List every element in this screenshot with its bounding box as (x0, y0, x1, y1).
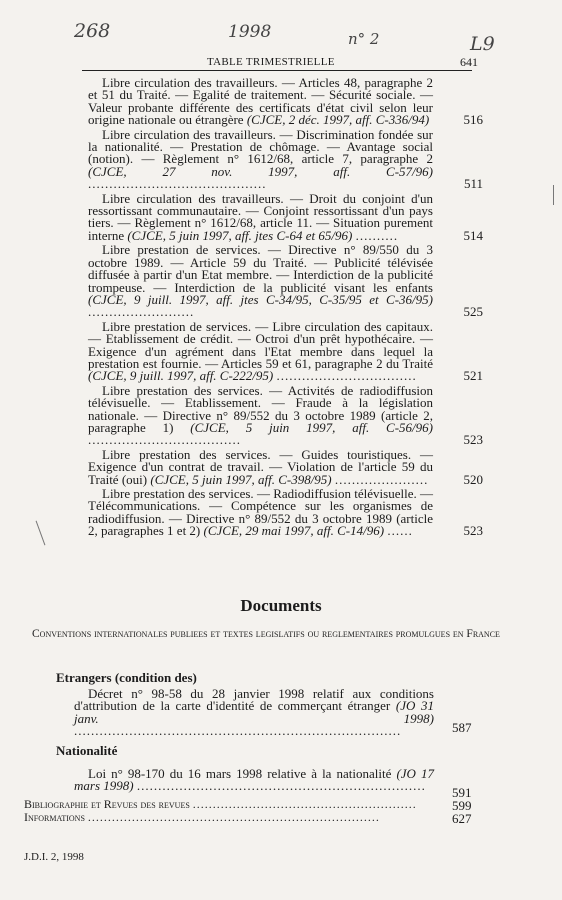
entry-page: 511 (463, 176, 483, 192)
entry-reference: (CJCE, 9 juill. 1997, aff. C-222/95) (88, 368, 274, 384)
entry-reference: (CJCE, 29 mai 1997, aff. C-14/96) (203, 523, 385, 539)
entry-reference: (CJCE, 5 juin 1997, aff. C-56/96) (190, 419, 433, 435)
entry-text: Libre circulation des travailleurs. — Droit du conjoint d'un ressortissant communautaire. — Conjoint ressortissant d'un pays tiers. — Règlement n° 1612/68, article 11. — Situation purement interne (88, 190, 433, 243)
running-head-title: TABLE TRIMESTRIELLE (207, 56, 335, 68)
document-text: Décret n° 98-58 du 28 janvier 1998 relatif aux conditions d'attribution de la carte d'identité de commerçant étranger (74, 686, 434, 714)
running-head (82, 55, 478, 70)
case-entry: Libre prestation des services. — Activités de radiodiffusion télévisuelle. — Etablissement. — Fraude à la législation nationale. — Directive n° 89/552 du 3 octobre 1989 (article 2, paragraphe 1) (CJCE, 5 juin 1997, aff. C-56/96) .................................... 523 (88, 382, 483, 448)
handwritten-note: n° 2 (348, 30, 380, 48)
informations-label: Informations (24, 810, 85, 824)
informations-page: 627 (452, 811, 472, 826)
page-number: 641 (460, 55, 478, 69)
case-entry: Libre prestation de services. — Libre circulation des capitaux. — Etablissement de crédit. — Octroi d'un prêt hypothécaire. — Exigence d'un agrément dans l'Etat membre dans lequel la prestation est fournie. — Articles 59 et 61, paragraphe 2 du Traité (CJCE, 9 juill. 1997, aff. C-222/95) ................................. 521 (88, 318, 483, 384)
entry-page: 523 (463, 432, 483, 448)
handwritten-note: 268 (74, 20, 111, 42)
entry-text: Libre prestation de services. — Libre circulation des capitaux. — Etablissement de crédit. — Octroi d'un prêt hypothécaire. — Exigence d'un agrément dans l'Etat membre dans lequel la prestation est fournie. — Articles 59 et 61, paragraphe 2 du Traité (88, 318, 433, 371)
case-entries (88, 75, 483, 540)
conventions-text: Conventions internationales publiees et textes legislatifs ou reglementaires promulgues en France (32, 628, 500, 640)
entry-reference: (CJCE, 2 déc. 1997, aff. C-336/94) (246, 112, 430, 128)
document-page: 591 (452, 785, 472, 800)
entry-text: Libre circulation des travailleurs. — Articles 48, paragraphe 2 et 51 du Traité. — Egalité de traitement. — Sécurité sociale. — Valeur probante différente des certificats d'état civil selon leur origine nationale ou étrangère (88, 75, 433, 128)
stray-mark (553, 185, 554, 205)
entry-page: 514 (463, 227, 483, 243)
document-text: Loi n° 98-170 du 16 mars 1998 relative à la nationalité (88, 766, 392, 781)
journal-footer: J.D.I. 2, 1998 (24, 851, 84, 863)
entry-page: 521 (463, 368, 483, 384)
entry-text: Libre prestation des services. — Activités de radiodiffusion télévisuelle. — Etablissement. — Fraude à la législation nationale. — Directive n° 89/552 du 3 octobre 1989 (article 2, paragraphe 1) (88, 382, 433, 435)
bibliography-line: Bibliographie et Revues des revues ........................................................ (24, 797, 417, 811)
bibliography-page: 599 (452, 798, 472, 813)
document-reference: (JO 17 mars 1998) (74, 766, 434, 794)
case-entry: Libre prestation des services. — Guides touristiques. — Exigence d'un contrat de travail. — Violation de l'article 59 du Traité (oui) (CJCE, 5 juin 1997, aff. C-398/95) ...................... 520 (88, 446, 483, 487)
conventions-heading (32, 628, 502, 641)
entry-text: Libre prestation de services. — Directive n° 89/550 du 3 octobre 1989. — Article 59 du Traité. — Publicité télévisée diffusée à partir d'un Etat membre. — Interdiction de la publicité trompeuse. — Interdiction de la publicité visant les enfants (88, 242, 433, 295)
entry-reference: (CJCE, 5 juin 1997, aff. jtes C-64 et 65/96) (127, 227, 353, 243)
entry-reference: (CJCE, 9 juill. 1997, aff. jtes C-34/95, C-35/95 et C-36/95) (88, 291, 433, 307)
entry-page: 520 (463, 471, 483, 487)
document-reference: (JO 31 janv. 1998) (74, 698, 435, 726)
subsection-title: Nationalité (56, 743, 118, 758)
informations-line: Informations ......................................................................... (24, 810, 380, 824)
subsection-title: Etrangers (condition des) (56, 670, 197, 685)
handwritten-note: L9 (470, 33, 495, 55)
entry-text: Libre prestation des services. — Guides touristiques. — Exigence d'un contrat de travail. — Violation de l'article 59 du Traité (oui) (88, 446, 433, 487)
bibliography-label: Bibliographie et Revues des revues (24, 797, 190, 811)
handwritten-note: 1998 (228, 22, 272, 42)
case-entry (88, 75, 483, 128)
entry-text: Libre prestation des services. — Radiodiffusion télévisuelle. — Télécommunications. — Compétence sur les organismes de radiodiffusion. — Directive n° 89/552 du 3 octobre 1989 (article 2, paragraphes 1 et 2) (88, 486, 433, 539)
case-entry: Libre circulation des travailleurs. — Discrimination fondée sur la nationalité. — Prestation de chômage. — Avantage social (notion). — Règlement n° 1612/68, article 7, paragraphe 2 (CJCE, 27 nov. 1997, aff. C-57/96) .......................................... 511 (88, 126, 483, 192)
case-entry: Libre circulation des travailleurs. — Droit du conjoint d'un ressortissant communautaire. — Conjoint ressortissant d'un pays tiers. — Règlement n° 1612/68, article 11. — Situation purement interne (CJCE, 5 juin 1997, aff. jtes C-64 et 65/96) .......... 514 (88, 190, 483, 243)
document-page: 587 (452, 720, 472, 735)
entry-page: 516 (463, 112, 483, 128)
entry-text: Libre circulation des travailleurs. — Discrimination fondée sur la nationalité. — Prestation de chômage. — Avantage social (notion). — Règlement n° 1612/68, article 7, paragraphe 2 (88, 126, 433, 167)
entry-reference: (CJCE, 5 juin 1997, aff. C-398/95) (150, 471, 332, 487)
stray-mark (36, 521, 46, 546)
document-entry: Décret n° 98-58 du 28 janvier 1998 relatif aux conditions d'attribution de la carte d'identité de commerçant étranger (JO 31 janv. 1998) ............................................................................. (74, 686, 435, 739)
entry-page: 525 (463, 304, 483, 320)
section-heading: Documents (240, 596, 322, 615)
case-entry: Libre prestation des services. — Radiodiffusion télévisuelle. — Télécommunications. — Compétence sur les organismes de radiodiffusion. — Directive n° 89/552 du 3 octobre 1989 (article 2, paragraphes 1 et 2) (CJCE, 29 mai 1997, aff. C-14/96) ...... 523 (88, 486, 483, 539)
header-rule (82, 70, 472, 71)
document-entry: Loi n° 98-170 du 16 mars 1998 relative à la nationalité (JO 17 mars 1998) .................................................................... (74, 766, 434, 794)
case-entry: Libre prestation de services. — Directive n° 89/550 du 3 octobre 1989. — Article 59 du Traité. — Publicité télévisée diffusée à partir d'un Etat membre. — Interdiction de la publicité trompeuse. — Interdiction de la publicité visant les enfants (CJCE, 9 juill. 1997, aff. jtes C-34/95, C-35/95 et C-36/95) ......................... 525 (88, 242, 483, 320)
entry-page: 523 (463, 523, 483, 539)
entry-reference: (CJCE, 27 nov. 1997, aff. C-57/96) (88, 163, 433, 179)
